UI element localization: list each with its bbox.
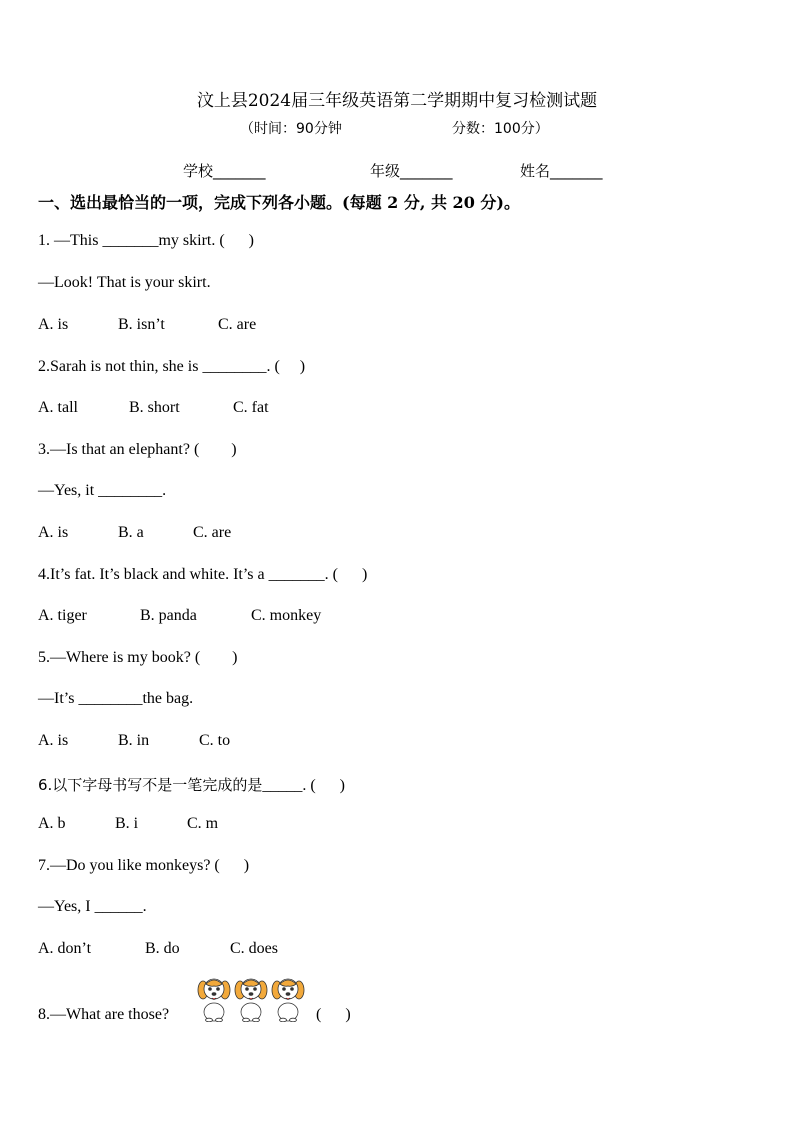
question-6-option-c: C. m bbox=[187, 815, 219, 832]
school-field: 学校_______ bbox=[183, 162, 266, 180]
question-2-option-b: B. short bbox=[129, 399, 180, 416]
grade-field: 年级_______ bbox=[370, 162, 453, 180]
question-1-option-b: B. isn’t bbox=[118, 316, 165, 333]
question-3-option-b: B. a bbox=[118, 524, 144, 541]
question-4-option-a: A. tiger bbox=[38, 607, 87, 624]
question-5-response: —It’s ________the bag. bbox=[38, 690, 194, 707]
three-puppies-icon bbox=[196, 974, 308, 1022]
question-4-stem: 4.It’s fat. It’s black and white. It’s a _______. ( ) bbox=[38, 566, 368, 583]
question-7-option-b: B. do bbox=[145, 940, 180, 957]
question-5-option-a: A. is bbox=[38, 732, 69, 749]
question-6-stem-blank: _____. ( ) bbox=[262, 777, 345, 794]
question-3-option-a: A. is bbox=[38, 524, 69, 541]
question-1-option-c: C. are bbox=[218, 316, 257, 333]
question-5-option-b: B. in bbox=[118, 732, 150, 749]
time-limit: （时间：90分钟 bbox=[240, 121, 342, 137]
question-8-answer-parentheses: ( ) bbox=[316, 1006, 351, 1023]
question-8-stem: 8.—What are those? bbox=[38, 1006, 170, 1023]
question-2-option-a: A. tall bbox=[38, 399, 78, 416]
question-3-response: —Yes, it ________. bbox=[38, 482, 167, 499]
question-3-stem: 3.—Is that an elephant? ( ) bbox=[38, 441, 237, 458]
question-4-option-b: B. panda bbox=[140, 607, 197, 624]
question-5-option-c: C. to bbox=[199, 732, 231, 749]
question-7-option-c: C. does bbox=[230, 940, 278, 957]
name-field: 姓名_______ bbox=[520, 162, 603, 180]
question-2-stem: 2.Sarah is not thin, she is ________. ( ) bbox=[38, 358, 306, 375]
question-7-response: —Yes, I ______. bbox=[38, 898, 147, 915]
page-title: 汶上县2024届三年级英语第二学期期中复习检测试题 bbox=[196, 91, 598, 111]
question-6-stem bbox=[38, 774, 345, 795]
question-1-response: —Look! That is your skirt. bbox=[38, 274, 211, 291]
section-heading: 一、选出最恰当的一项，完成下列各小题。(每题 2 分, 共 20 分)。 bbox=[38, 193, 520, 212]
question-7-stem: 7.—Do you like monkeys? ( ) bbox=[38, 857, 250, 874]
total-score: 分数：100分） bbox=[452, 121, 549, 137]
question-6-option-a: A. b bbox=[38, 815, 66, 832]
question-1-option-a: A. is bbox=[38, 316, 69, 333]
question-7-option-a: A. don’t bbox=[38, 940, 92, 957]
question-3-option-c: C. are bbox=[193, 524, 232, 541]
question-6-stem-chinese: 6.以下字母书写不是一笔完成的是 bbox=[38, 776, 263, 794]
question-2-option-c: C. fat bbox=[233, 399, 269, 416]
question-6-option-b: B. i bbox=[115, 815, 139, 832]
question-4-option-c: C. monkey bbox=[251, 607, 322, 624]
question-5-stem: 5.—Where is my book? ( ) bbox=[38, 649, 238, 666]
question-1-stem: 1. —This _______my skirt. ( ) bbox=[38, 232, 254, 249]
